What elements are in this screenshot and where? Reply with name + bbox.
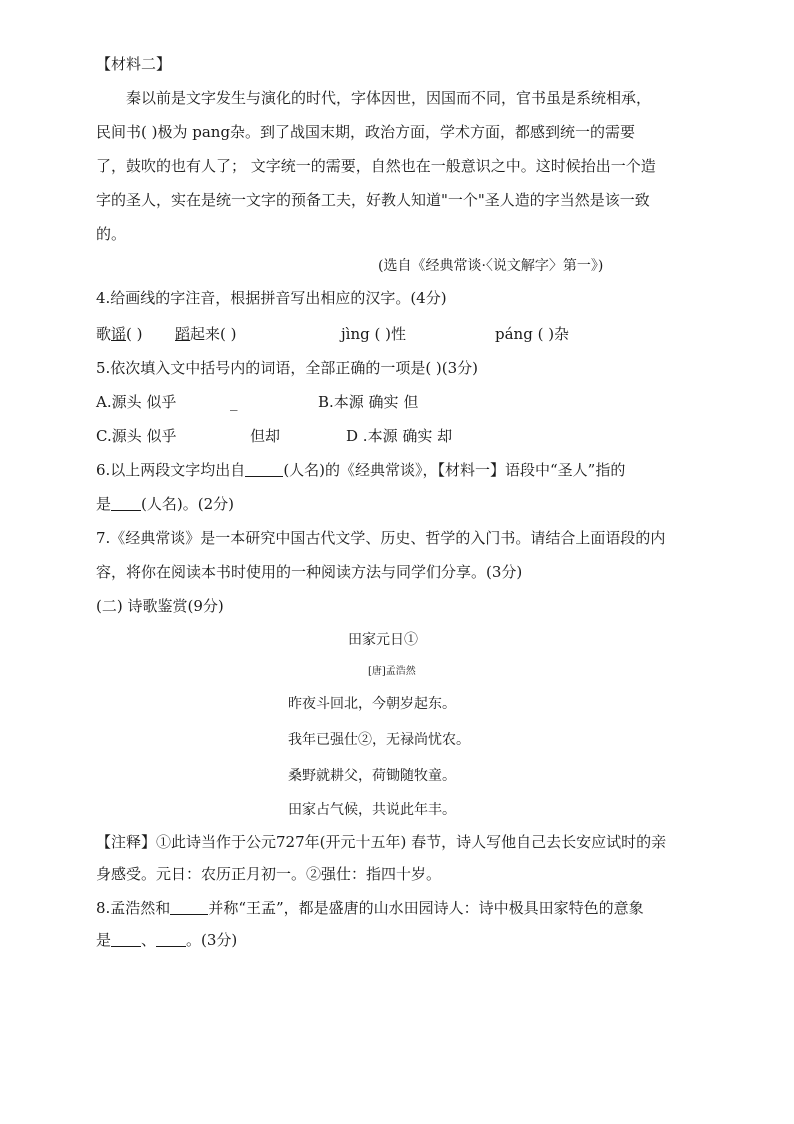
q6-text-b: (人名)的《经典常谈》，【材料一】语段中“圣人”指的 (283, 461, 626, 479)
q7-line-2: 容，将你在阅读本书时使用的一种阅读方法与同学们分享。(3分) (96, 563, 523, 581)
q4-item-1-answer: ( ) (126, 325, 143, 343)
q5-option-a: A.源头 似乎 (96, 393, 177, 411)
material2-line-4: 字的圣人，实在是统一文字的预备工夫，好教人知道"一个"圣人造的字当然是该一致 (96, 191, 650, 209)
q6-text-d: (人名)。(2分) (141, 495, 234, 513)
q6-blank-1[interactable] (245, 462, 283, 477)
poem-line-2: 我年已强仕②，无禄尚忧农。 (288, 732, 470, 748)
q8-text-c: 是 (96, 931, 112, 949)
q8-line-1 (96, 898, 644, 918)
poem-line-4: 田家占气候，共说此年丰。 (288, 802, 456, 818)
q4-item-2-underlined: 蹈 (175, 325, 191, 343)
q8-text-d: 。(3分) (186, 931, 238, 949)
q6-text-c: 是 (96, 495, 112, 513)
q6-blank-2[interactable] (111, 496, 141, 511)
section-2-title: (二) 诗歌鉴赏(9分) (96, 597, 224, 615)
q4-item-2 (175, 324, 237, 344)
notes-line-1: 【注释】①此诗当作于公元727年(开元十五年) 春节，诗人写他自己去长安应试时的亲 (96, 833, 667, 851)
q6-line-1 (96, 460, 625, 480)
q4-item-1 (96, 324, 143, 344)
q4-item-2-answer: 起来( ) (190, 325, 237, 343)
q6-line-2 (96, 494, 234, 514)
material2-line-3: 了，鼓吹的也有人了； 文字统一的需要，自然也在一般意识之中。这时候抬出一个造 (96, 157, 656, 175)
q5-option-c-rest: 但却 (250, 427, 281, 445)
q4-stem: 4.给画线的字注音，根据拼音写出相应的汉字。(4分) (96, 289, 447, 307)
q8-blank-2[interactable] (111, 932, 141, 947)
material2-source: (选自《经典常谈·〈说文解字〉第一》) (378, 258, 604, 274)
q5-stem: 5.依次填入文中括号内的词语，全部正确的一项是( )(3分) (96, 359, 479, 377)
poem-author: [唐]孟浩然 (368, 666, 416, 677)
poem-line-1: 昨夜斗回北，今朝岁起东。 (288, 696, 456, 712)
q4-item-4: páng ( )杂 (495, 325, 570, 343)
q5-option-d: D .本源 确实 却 (346, 427, 453, 445)
q5-option-c: C.源头 似乎 (96, 427, 177, 445)
material2-heading: 【材料二】 (96, 55, 172, 73)
material2-line-1: 秦以前是文字发生与演化的时代，字体因世，因国而不同，官书虽是系统相承， (126, 89, 652, 107)
material2-line-5: 的。 (96, 225, 127, 243)
q5-option-b: B.本源 确实 但 (318, 393, 419, 411)
q7-line-1: 7.《经典常谈》是一本研究中国古代文学、历史、哲学的入门书。请结合上面语段的内 (96, 529, 666, 547)
q4-item-1-underlined: 谣 (111, 325, 127, 343)
q8-blank-3[interactable] (156, 932, 186, 947)
q6-text-a: 6.以上两段文字均出自 (96, 461, 246, 479)
q8-text-b: 并称“王孟”，都是盛唐的山水田园诗人：诗中极具田家特色的意象 (208, 899, 644, 917)
q4-item-3: jìng ( )性 (341, 325, 406, 343)
poem-title: 田家元日① (348, 632, 418, 648)
poem-line-3: 桑野就耕父，荷锄随牧童。 (288, 768, 456, 784)
q8-blank-1[interactable] (170, 900, 208, 915)
q8-line-2 (96, 930, 237, 950)
material2-line-2: 民间书( )极为 pang杂。到了战国末期，政治方面，学术方面，都感到统一的需要 (96, 123, 636, 141)
notes-line-2: 身感受。元日：农历正月初一。②强仕：指四十岁。 (96, 865, 442, 883)
q5-option-a-mark: _ (230, 393, 238, 411)
q8-text-a: 8.孟浩然和 (96, 899, 171, 917)
q4-item-1-char: 歌 (96, 325, 112, 343)
q8-separator: 、 (141, 931, 157, 949)
